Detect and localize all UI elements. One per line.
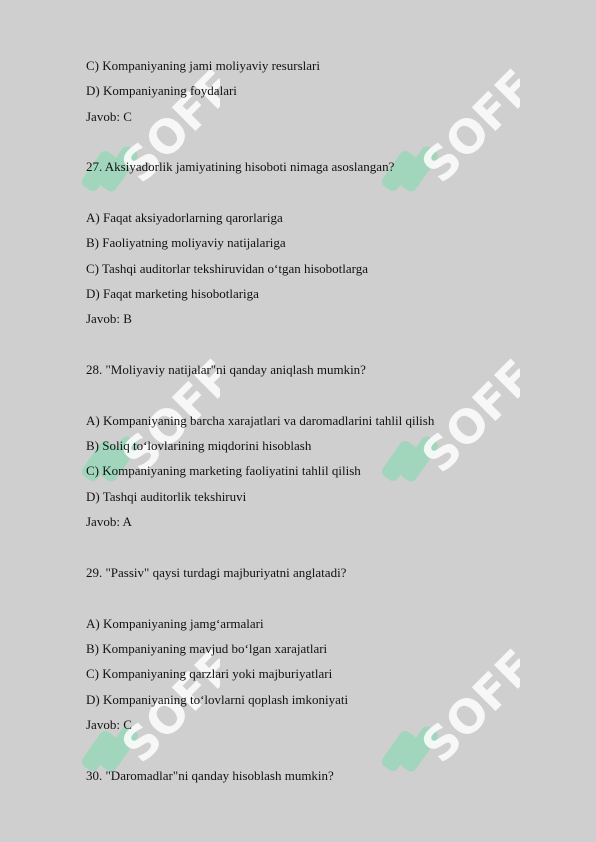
answer-key: Javob: C — [86, 109, 132, 124]
answer-option: B) Faoliyatning moliyaviy natijalariga — [86, 235, 286, 250]
answer-option: C) Kompaniyaning jami moliyaviy resurslari — [86, 58, 320, 73]
watermark-logo — [370, 50, 520, 200]
answer-option: A) Kompaniyaning barcha xarajatlari va daromadlarini tahlil qilish — [86, 413, 435, 428]
answer-option: D) Tashqi auditorlik tekshiruvi — [86, 489, 247, 504]
answer-option: C) Tashqi auditorlar tekshiruvidan o‘tgan hisobotlarga — [86, 261, 369, 276]
watermark-text: SOFF — [111, 639, 220, 773]
question-29: 29. "Passiv" qaysi turdagi majburiyatni anglatadi? — [86, 565, 347, 580]
answer-key: Javob: C — [86, 717, 132, 732]
question-27: 27. Aksiyadorlik jamiyatining hisoboti nimaga asoslangan? — [86, 159, 395, 174]
question-30: 30. "Daromadlar"ni qanday hisoblash mumkin? — [86, 768, 334, 783]
answer-option: D) Kompaniyaning foydalari — [86, 83, 237, 98]
watermark-text: SOFF — [411, 59, 520, 193]
answer-option: C) Kompaniyaning qarzlari yoki majburiyatlari — [86, 666, 333, 681]
answer-option: D) Faqat marketing hisobotlariga — [86, 286, 259, 301]
watermark-text: SOFF — [111, 349, 220, 483]
answer-key: Javob: A — [86, 514, 132, 529]
watermark-text: SOFF — [111, 59, 220, 193]
answer-option: B) Soliq to‘lovlarining miqdorini hisoblash — [86, 438, 312, 453]
answer-option: A) Faqat aksiyadorlarning qarorlariga — [86, 210, 283, 225]
watermark-text: SOFF — [411, 349, 520, 483]
answer-key: Javob: B — [86, 311, 132, 326]
answer-option: D) Kompaniyaning to‘lovlarni qoplash imkoniyati — [86, 692, 349, 707]
watermark-text: SOFF — [411, 639, 520, 773]
watermark-logo — [370, 630, 520, 780]
answer-option: C) Kompaniyaning marketing faoliyatini tahlil qilish — [86, 463, 361, 478]
answer-option: A) Kompaniyaning jamg‘armalari — [86, 616, 264, 631]
question-28: 28. "Moliyaviy natijalar"ni qanday aniqlash mumkin? — [86, 362, 366, 377]
answer-option: B) Kompaniyaning mavjud bo‘lgan xarajatlari — [86, 641, 328, 656]
